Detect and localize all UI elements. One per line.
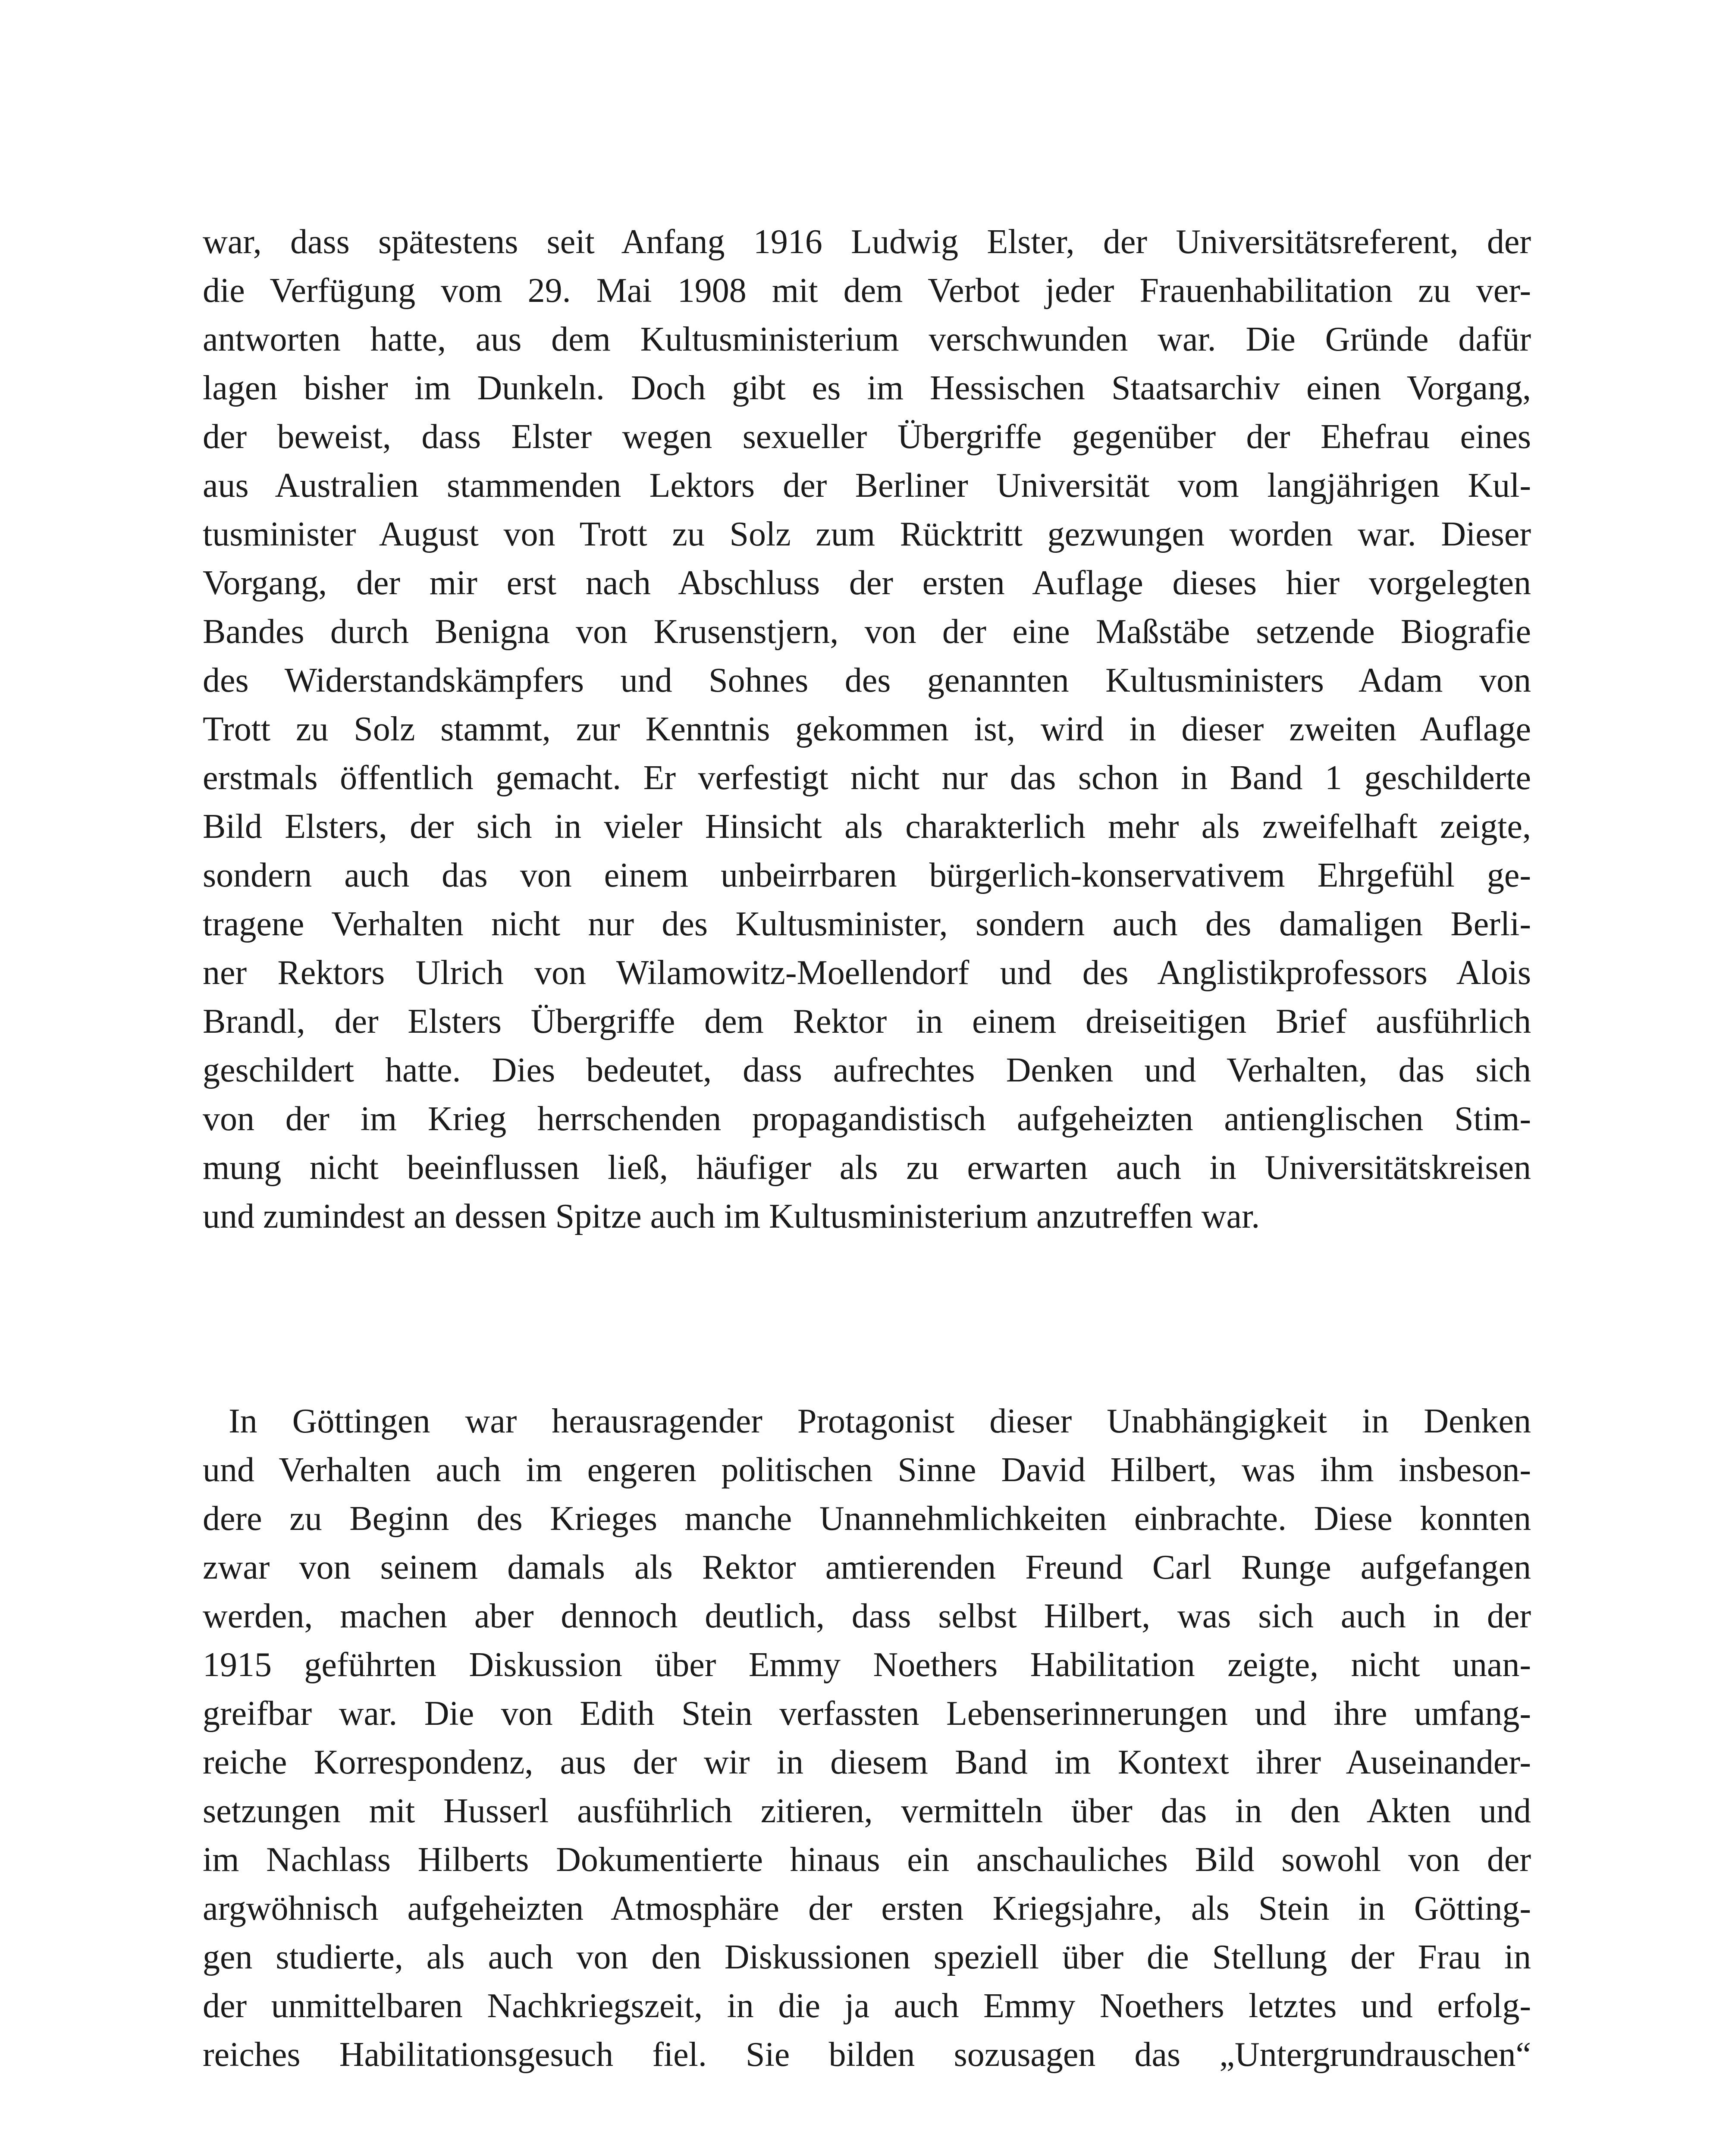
text-line: Vorgang, der mir erst nach Abschluss der ersten Auflage dieses hier vorgelegten [203,564,1531,602]
text-line: 1915 geführten Diskussion über Emmy Noethers Habilitation zeigte, nicht unan- [203,1646,1531,1684]
text-line: die Verfügung vom 29. Mai 1908 mit dem Verbot jeder Frauenhabilitation zu ver- [203,272,1531,310]
text-line: ner Rektors Ulrich von Wilamowitz-Moellendorf und des Anglistikprofessors Alois [203,954,1531,992]
text-line: Brandl, der Elsters Übergriffe dem Rektor in einem dreiseitigen Brief ausführlich [203,1003,1531,1040]
text-line: des Widerstandskämpfers und Sohnes des genannten Kultusministers Adam von [203,661,1531,699]
text-line: zwar von seinem damals als Rektor amtierenden Freund Carl Runge aufgefangen [203,1548,1531,1586]
text-line: und zumindest an dessen Spitze auch im Kultusministerium anzutreffen war. [203,1197,1260,1235]
text-line: antworten hatte, aus dem Kultusministerium verschwunden war. Die Gründe dafür [203,320,1531,358]
text-line: von der im Krieg herrschenden propagandistisch aufgeheizten antienglischen Stim- [203,1100,1531,1138]
text-line: geschildert hatte. Dies bedeutet, dass aufrechtes Denken und Verhalten, das sich [203,1051,1531,1089]
text-line: Bild Elsters, der sich in vieler Hinsicht als charakterlich mehr als zweifelhaft zeigte, [203,808,1531,846]
text-line: der beweist, dass Elster wegen sexueller Übergriffe gegenüber der Ehefrau eines [203,418,1531,456]
text-line: tragene Verhalten nicht nur des Kultusminister, sondern auch des damaligen Berli- [203,905,1531,943]
text-line: Trott zu Solz stammt, zur Kenntnis gekommen ist, wird in dieser zweiten Auflage [203,710,1531,748]
text-line: gen studierte, als auch von den Diskussionen speziell über die Stellung der Frau in [203,1938,1531,1976]
paragraph-1 [203,218,1531,1241]
text-line: und Verhalten auch im engeren politischen Sinne David Hilbert, was ihm insbeson- [203,1451,1531,1489]
text-line: greifbar war. Die von Edith Stein verfassten Lebenserinnerungen und ihre umfang- [203,1695,1531,1733]
text-line: reiche Korrespondenz, aus der wir in diesem Band im Kontext ihrer Auseinander- [203,1743,1531,1781]
text-line: argwöhnisch aufgeheizten Atmosphäre der ersten Kriegsjahre, als Stein in Götting- [203,1890,1531,1927]
paragraph-2 [203,1397,1531,2079]
text-line: der unmittelbaren Nachkriegszeit, in die ja auch Emmy Noethers letztes und erfolg- [203,1987,1531,2025]
text-line: Bandes durch Benigna von Krusenstjern, von der eine Maßstäbe setzende Biografie [203,613,1531,651]
text-line: erstmals öffentlich gemacht. Er verfestigt nicht nur das schon in Band 1 geschilderte [203,759,1531,797]
text-line: im Nachlass Hilberts Dokumentierte hinaus ein anschauliches Bild sowohl von der [203,1841,1531,1879]
text-line: aus Australien stammenden Lektors der Berliner Universität vom langjährigen Kul- [203,467,1531,505]
text-line: lagen bisher im Dunkeln. Doch gibt es im Hessischen Staatsarchiv einen Vorgang, [203,369,1531,407]
text-line: sondern auch das von einem unbeirrbaren bürgerlich-konservativem Ehrgefühl ge- [203,856,1531,894]
text-line: dere zu Beginn des Krieges manche Unannehmlichkeiten einbrachte. Diese konnten [203,1500,1531,1538]
text-line: werden, machen aber dennoch deutlich, dass selbst Hilbert, was sich auch in der [203,1597,1531,1635]
text-line: In Göttingen war herausragender Protagonist dieser Unabhängigkeit in Denken [229,1402,1531,1440]
text-line: mung nicht beeinflussen ließ, häufiger als zu erwarten auch in Universitätskreisen [203,1149,1531,1187]
text-line: reiches Habilitationsgesuch fiel. Sie bilden sozusagen das „Untergrundrauschen“ [203,2036,1531,2074]
text-line: tusminister August von Trott zu Solz zum Rücktritt gezwungen worden war. Dieser [203,515,1531,553]
text-line: war, dass spätestens seit Anfang 1916 Ludwig Elster, der Universitätsreferent, der [203,223,1531,261]
text-line: setzungen mit Husserl ausführlich zitieren, vermitteln über das in den Akten und [203,1792,1531,1830]
